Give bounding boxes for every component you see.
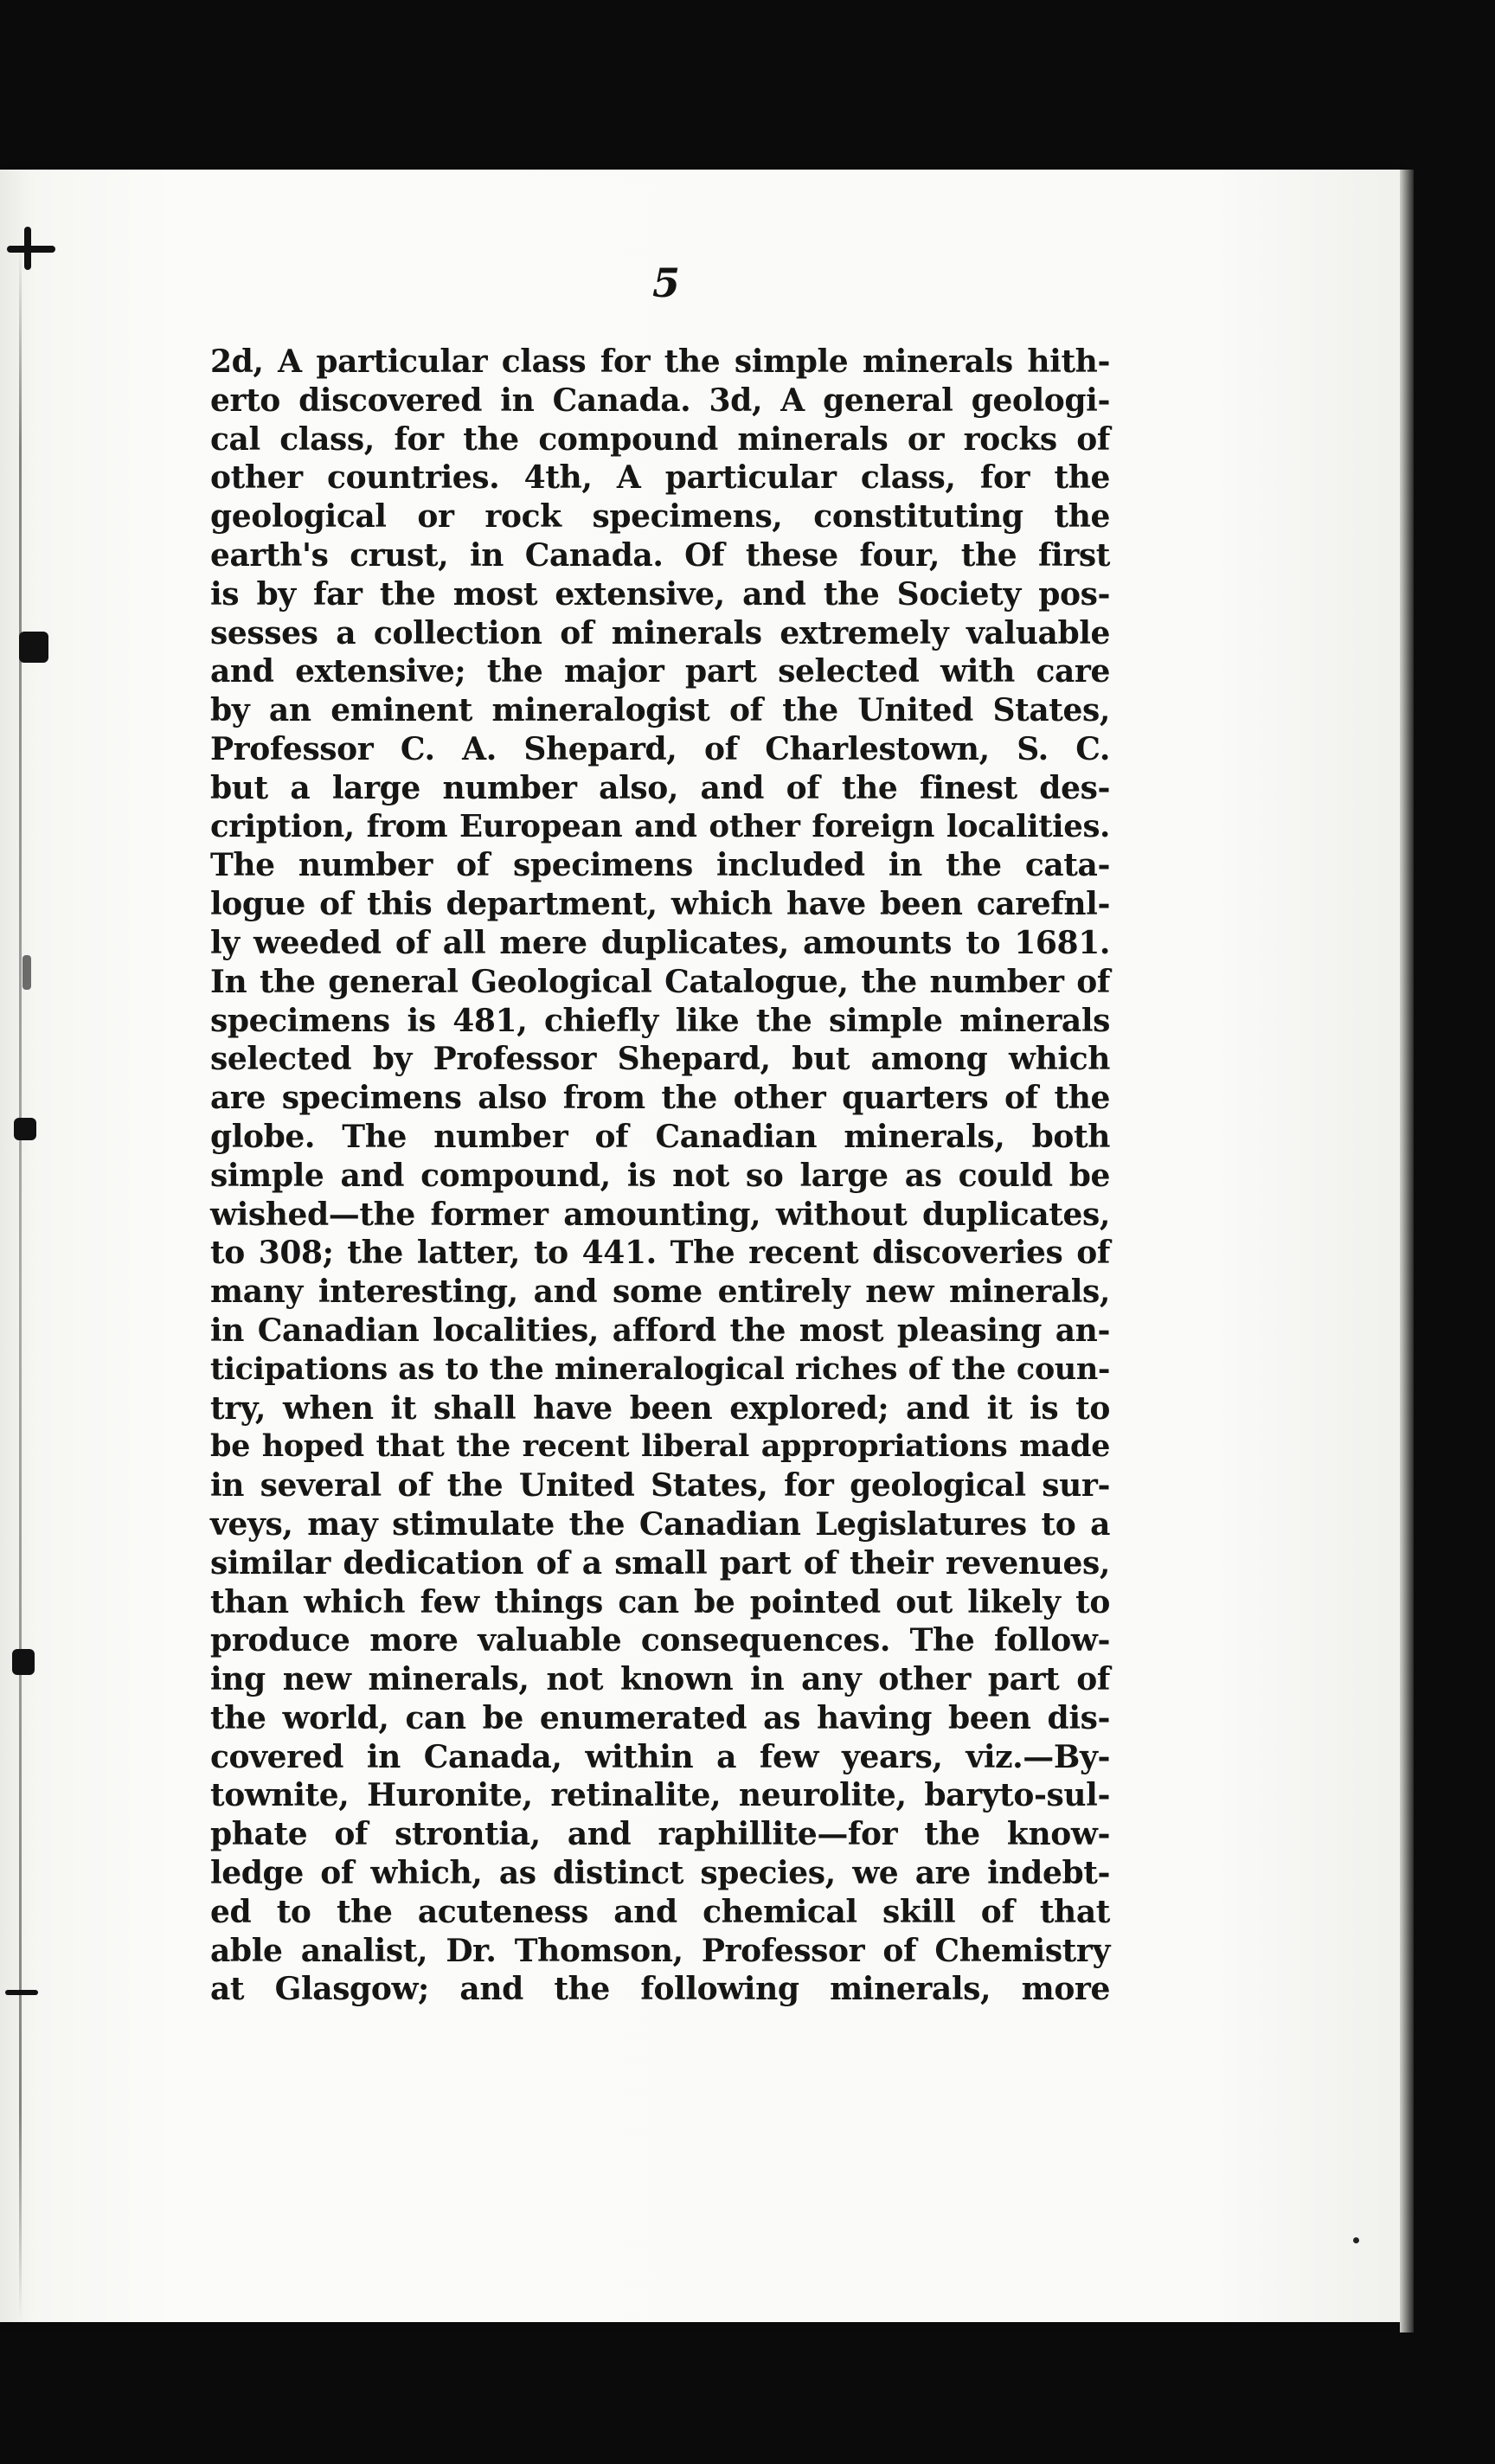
text-line: logue of this department, which have been carefnl- xyxy=(210,886,1110,923)
binding-mark xyxy=(5,1990,38,1995)
text-line: similar dedication of a small part of their revenues, xyxy=(210,1544,1110,1582)
text-line: and extensive; the major part selected with care xyxy=(210,653,1110,690)
text-line: many interesting, and some entirely new minerals, xyxy=(210,1274,1110,1311)
text-line: globe. The number of Canadian minerals, both xyxy=(210,1118,1110,1155)
text-line: try, when it shall have been explored; and it is to xyxy=(210,1389,1110,1427)
text-line: to 308; the latter, to 441. The recent discoveries of xyxy=(210,1235,1110,1272)
text-line: ing new minerals, not known in any other part of xyxy=(210,1661,1110,1698)
binding-mark xyxy=(14,1118,36,1140)
text-line: able analist, Dr. Thomson, Professor of Chemistry xyxy=(210,1932,1110,1969)
text-line: are specimens also from the other quarters of the xyxy=(210,1080,1110,1117)
text-line: 2d, A particular class for the simple minerals hith- xyxy=(210,343,1110,380)
text-line: geological or rock specimens, constituting the xyxy=(210,498,1110,536)
text-line: in several of the United States, for geological sur- xyxy=(210,1467,1110,1505)
text-line: ledge of which, as distinct species, we are indebt- xyxy=(210,1855,1110,1892)
text-line: ticipations as to the mineralogical riches of the coun- xyxy=(210,1351,1110,1387)
text-line: but a large number also, and of the finest des- xyxy=(210,769,1110,806)
text-line: is by far the most extensive, and the Society pos- xyxy=(210,575,1110,613)
text-line: wished—the former amounting, without duplicates, xyxy=(210,1196,1110,1233)
binding-mark xyxy=(19,632,48,663)
text-line: produce more valuable consequences. The follow- xyxy=(210,1622,1110,1659)
text-line: specimens is 481, chiefly like the simple minerals xyxy=(210,1002,1110,1039)
text-line: be hoped that the recent liberal appropriations made xyxy=(210,1428,1110,1465)
text-line: other countries. 4th, A particular class, for the xyxy=(210,459,1110,497)
text-line: covered in Canada, within a few years, viz.—By- xyxy=(210,1738,1110,1775)
text-line: earth's crust, in Canada. Of these four, the first xyxy=(210,536,1110,574)
text-line: the world, can be enumerated as having been dis- xyxy=(210,1699,1110,1736)
ink-speck xyxy=(1353,2237,1359,2243)
text-line: at Glasgow; and the following minerals, more xyxy=(210,1971,1110,2008)
text-line: Professor C. A. Shepard, of Charlestown, S. C. xyxy=(210,730,1110,767)
text-line: selected by Professor Shepard, but among which xyxy=(210,1041,1110,1078)
text-line: townite, Huronite, retinalite, neurolite, baryto-sul- xyxy=(210,1777,1110,1814)
text-line: cal class, for the compound minerals or rocks of xyxy=(210,420,1110,458)
text-line: by an eminent mineralogist of the United States, xyxy=(210,692,1110,729)
page-edge-shadow xyxy=(1400,170,1414,2332)
binding-mark xyxy=(7,246,55,253)
text-line: The number of specimens included in the cata- xyxy=(210,847,1110,884)
body-text xyxy=(210,343,1110,2009)
text-line: In the general Geological Catalogue, the number of xyxy=(210,963,1110,1000)
text-line: erto discovered in Canada. 3d, A general geologi- xyxy=(210,382,1110,419)
text-line: phate of strontia, and raphillite—for the know- xyxy=(210,1816,1110,1853)
text-line: cription, from European and other foreign localities. xyxy=(210,808,1110,844)
binding-mark xyxy=(12,1649,35,1675)
binding-margin-line xyxy=(19,242,22,2319)
text-line: sesses a collection of minerals extremely valuable xyxy=(210,614,1110,651)
text-line: in Canadian localities, afford the most pleasing an- xyxy=(210,1312,1110,1349)
binding-mark xyxy=(22,955,31,990)
page-number: 5 xyxy=(651,260,680,306)
text-line: than which few things can be pointed out likely to xyxy=(210,1583,1110,1620)
text-line: veys, may stimulate the Canadian Legislatures to a xyxy=(210,1505,1110,1543)
text-line: simple and compound, is not so large as could be xyxy=(210,1157,1110,1194)
text-line: ed to the acuteness and chemical skill of that xyxy=(210,1893,1110,1930)
text-line: ly weeded of all mere duplicates, amounts to 1681. xyxy=(210,924,1110,961)
